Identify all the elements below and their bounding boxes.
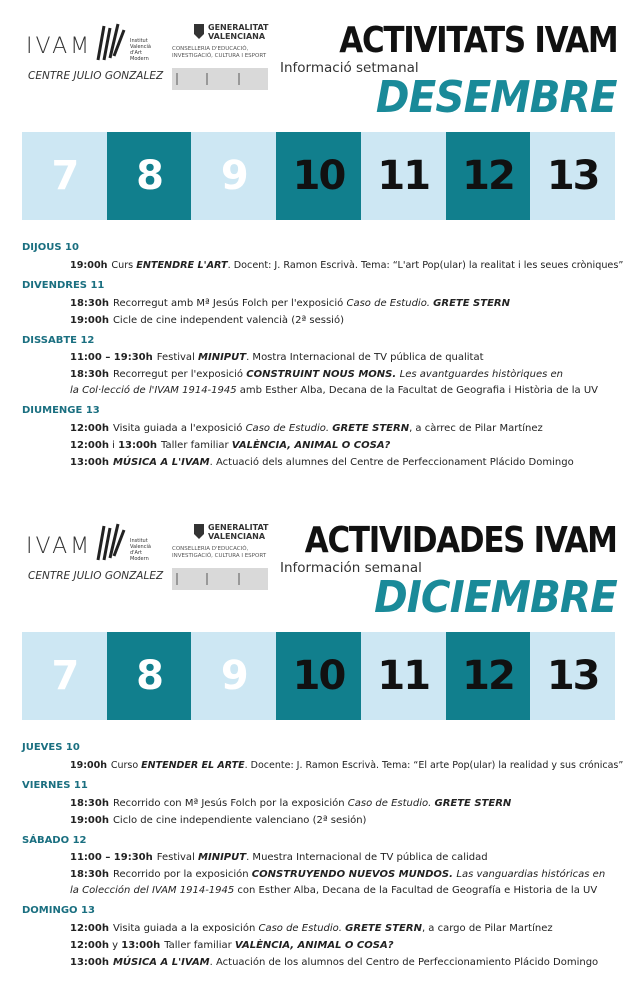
generalitat-logo [170, 18, 272, 88]
crest-icon [192, 522, 206, 540]
centre-name: CENTRE JULIO GONZALEZ [28, 70, 164, 82]
day-heading: DIVENDRES 11 [22, 280, 105, 291]
page-subtitle: Informació setmanal [280, 60, 419, 76]
ivam-logo-text: IVAM [26, 34, 93, 59]
calendar-day: 8 [107, 132, 192, 220]
generalitat-logo [170, 518, 272, 588]
calendar-day: 7 [22, 632, 107, 720]
event-item: la Colección del IVAM 1914-1945 con Esther Alba, Decana de la Facultad de Geografía e Historia de la UV [70, 885, 598, 896]
event-item: 18:30h Recorregut amb Mª Jesús Folch per l'exposició Caso de Estudio. GRETE STERN [70, 298, 510, 309]
calendar-day: 9 [191, 132, 276, 220]
event-item: 19:00h Curs ENTENDRE L'ART. Docent: J. Ramon Escrivà. Tema: “L'art Pop(ular) la realitat i les seues cròniques” [70, 260, 624, 271]
generalitat-name: GENERALITAT VALENCIANA [208, 23, 269, 41]
centre-name: CENTRE JULIO GONZALEZ [28, 570, 164, 582]
conselleria-name: CONSELLERIA D'EDUCACIÓ, INVESTIGACIÓ, CULTURA I ESPORT [172, 46, 267, 59]
calendar-day: 13 [530, 632, 615, 720]
event-item: 12:00h Visita guiada a la exposición Caso de Estudio. GRETE STERN, a cargo de Pilar Martínez [70, 923, 553, 934]
day-heading: DISSABTE 12 [22, 335, 95, 346]
month-title: DESEMBRE [376, 72, 617, 123]
crest-icon [192, 22, 206, 40]
week-calendar [22, 632, 615, 720]
institute-name: Institut Valencià d'Art Modern [130, 38, 151, 62]
event-item: 12:00h Visita guiada a l'exposició Caso de Estudio. GRETE STERN, a càrrec de Pilar Martínez [70, 423, 543, 434]
event-item: 18:30h Recorrido con Mª Jesús Folch por la exposición Caso de Estudio. GRETE STERN [70, 798, 512, 809]
ivam-mark-icon [94, 22, 128, 64]
page-title: ACTIVIDADES IVAM [305, 520, 617, 561]
calendar-day: 11 [361, 632, 446, 720]
ivam-mark-icon [94, 522, 128, 564]
event-item: 11:00 – 19:30h Festival MINIPUT. Mostra Internacional de TV pública de qualitat [70, 352, 484, 363]
ministry-bar [172, 568, 268, 590]
ivam-logo [26, 22, 164, 82]
day-heading: VIERNES 11 [22, 780, 88, 791]
calendar-day: 10 [276, 132, 361, 220]
generalitat-name: GENERALITAT VALENCIANA [208, 523, 269, 541]
event-item: 11:00 – 19:30h Festival MINIPUT. Muestra Internacional de TV pública de calidad [70, 852, 488, 863]
event-item: 18:30h Recorregut per l'exposició CONSTRUINT NOUS MONS. Les avantguardes històriques en [70, 369, 564, 380]
page-subtitle: Información semanal [280, 560, 422, 576]
event-item: la Col·lecció de l'IVAM 1914-1945 amb Esther Alba, Decana de la Facultat de Geografia i Història de la UV [70, 385, 599, 396]
ivam-logo-text: IVAM [26, 534, 93, 559]
event-item: 12:00h y 13:00h Taller familiar VALÈNCIA, ANIMAL O COSA? [70, 940, 394, 951]
calendar-day: 12 [446, 132, 531, 220]
ministry-bar [172, 68, 268, 90]
calendar-day: 9 [191, 632, 276, 720]
calendar-day: 12 [446, 632, 531, 720]
calendar-day: 11 [361, 132, 446, 220]
event-item: 13:00h MÚSICA A L'IVAM. Actuació dels alumnes del Centre de Perfeccionament Plácido Domingo [70, 457, 574, 468]
event-item: 19:00h Ciclo de cine independiente valenciano (2ª sesión) [70, 815, 367, 826]
event-item: 13:00h MÚSICA A L'IVAM. Actuación de los alumnos del Centro de Perfeccionamiento Plácido Domingo [70, 957, 599, 968]
event-item: 19:00h Cicle de cine independent valencià (2ª sessió) [70, 315, 344, 326]
ivam-logo [26, 522, 164, 582]
calendar-day: 10 [276, 632, 361, 720]
conselleria-name: CONSELLERIA D'EDUCACIÓ, INVESTIGACIÓ, CULTURA I ESPORT [172, 546, 267, 559]
calendar-day: 7 [22, 132, 107, 220]
calendar-day: 8 [107, 632, 192, 720]
institute-name: Institut Valencià d'Art Modern [130, 538, 151, 562]
day-heading: DIUMENGE 13 [22, 405, 100, 416]
event-item: 19:00h Curso ENTENDER EL ARTE. Docente: J. Ramon Escrivà. Tema: “El arte Pop(ular) la realidad y sus crónicas” [70, 760, 624, 771]
day-heading: DIJOUS 10 [22, 242, 79, 253]
calendar-day: 13 [530, 132, 615, 220]
week-calendar [22, 132, 615, 220]
page-title: ACTIVITATS IVAM [338, 20, 617, 61]
day-heading: SÁBADO 12 [22, 835, 87, 846]
month-title: DICIEMBRE [374, 572, 617, 623]
event-item: 18:30h Recorrido por la exposición CONSTRUYENDO NUEVOS MUNDOS. Las vanguardias históricas en [70, 869, 606, 880]
day-heading: JUEVES 10 [22, 742, 80, 753]
event-item: 12:00h i 13:00h Taller familiar VALÈNCIA, ANIMAL O COSA? [70, 440, 391, 451]
day-heading: DOMINGO 13 [22, 905, 95, 916]
